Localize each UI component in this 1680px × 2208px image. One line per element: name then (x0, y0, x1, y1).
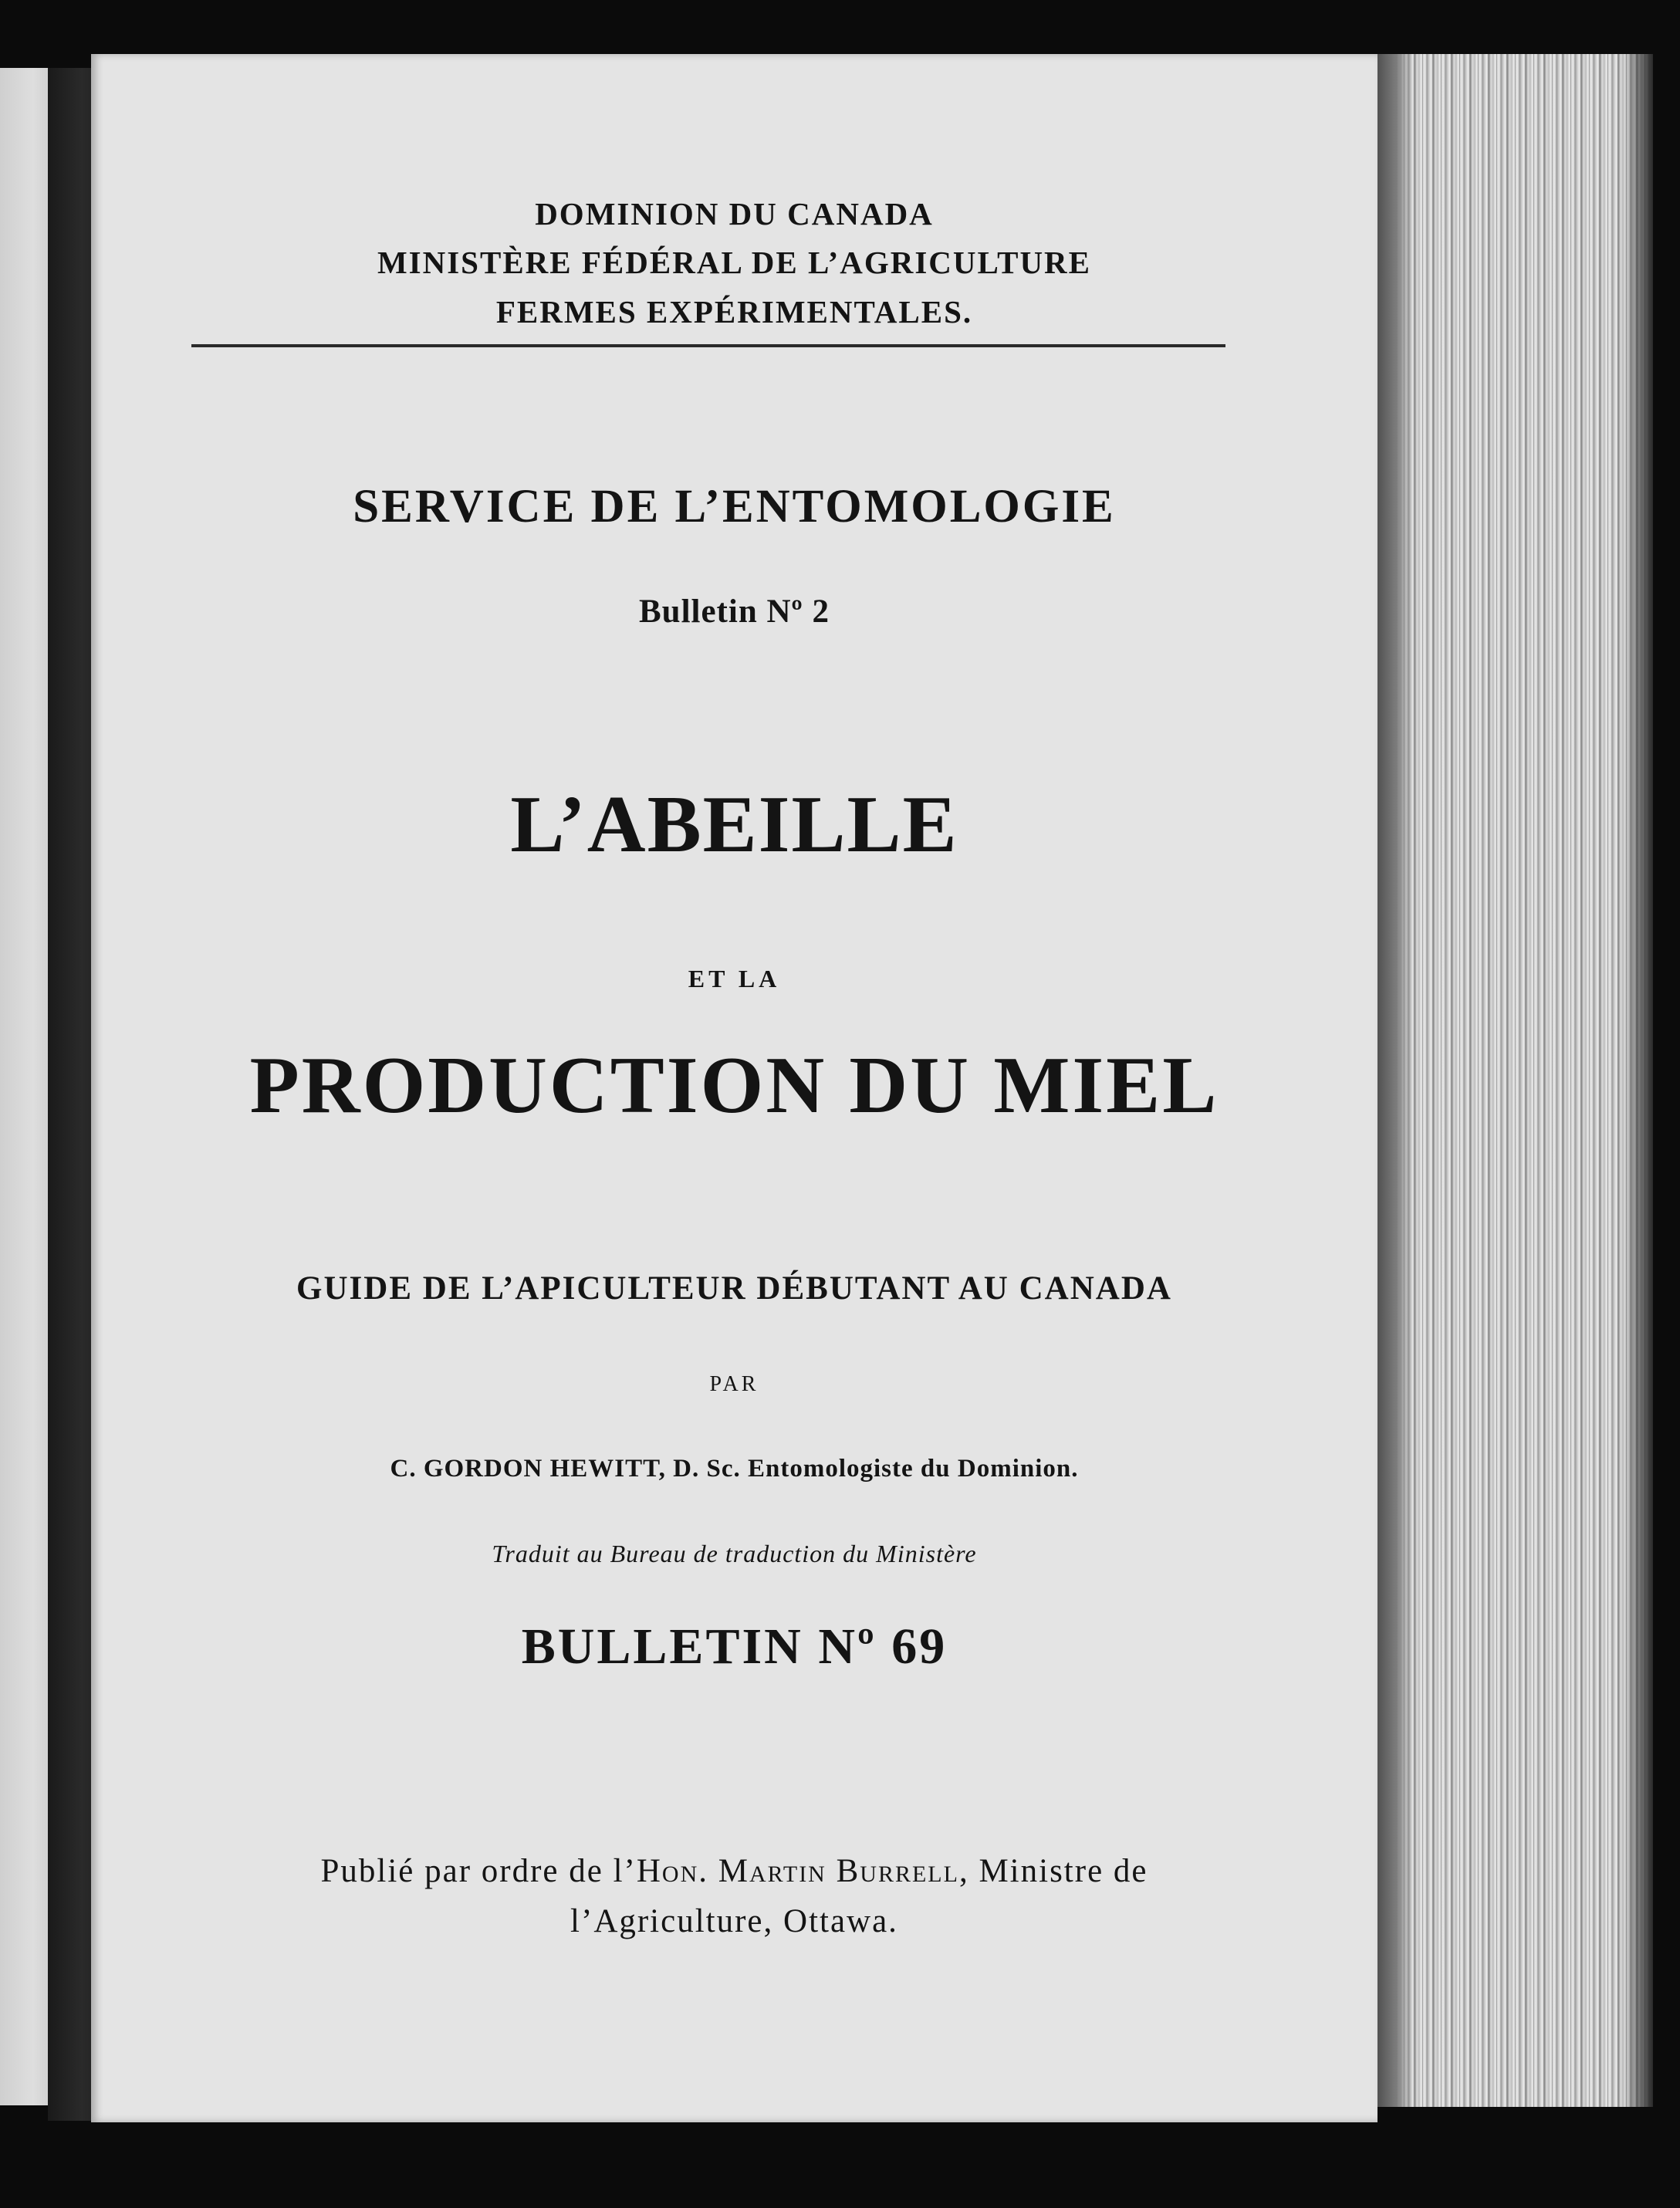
service-bulletin-number: Bulletin Nº 2 (638, 593, 830, 630)
by-label: PAR (709, 1372, 759, 1396)
author-line: C. GORDON HEWITT, D. Sc. Entomologiste du Dominion. (390, 1455, 1079, 1483)
service-heading: SERVICE DE L’ENTOMOLOGIE (353, 481, 1116, 533)
subtitle: GUIDE DE L’APICULTEUR DÉBUTANT AU CANADA (296, 1270, 1172, 1307)
header-dominion: DOMINION DU CANADA (535, 196, 934, 232)
translation-note: Traduit au Bureau de traduction du Ministère (492, 1540, 977, 1567)
publication-suffix: , Ministre de (958, 1853, 1148, 1889)
page-block-edges (1367, 54, 1653, 2107)
publication-minister-name: Hon. Martin Burrell (636, 1853, 959, 1889)
title-connector: ET LA (688, 965, 781, 992)
bulletin-number: BULLETIN Nº 69 (521, 1618, 948, 1675)
title-main: L’ABEILLE (510, 779, 958, 869)
publication-prefix: Publié par ordre de l’ (320, 1853, 637, 1889)
publication-line-2: l’Agriculture, Ottawa. (570, 1903, 898, 1939)
title-secondary: PRODUCTION DU MIEL (249, 1040, 1219, 1130)
publication-line-1 (91, 1852, 1377, 1890)
header-rule (191, 344, 1225, 347)
title-page (91, 54, 1377, 2122)
header-ministry: MINISTÈRE FÉDÉRAL DE L’AGRICULTURE (377, 245, 1092, 280)
header-farms: FERMES EXPÉRIMENTALES. (495, 294, 973, 330)
